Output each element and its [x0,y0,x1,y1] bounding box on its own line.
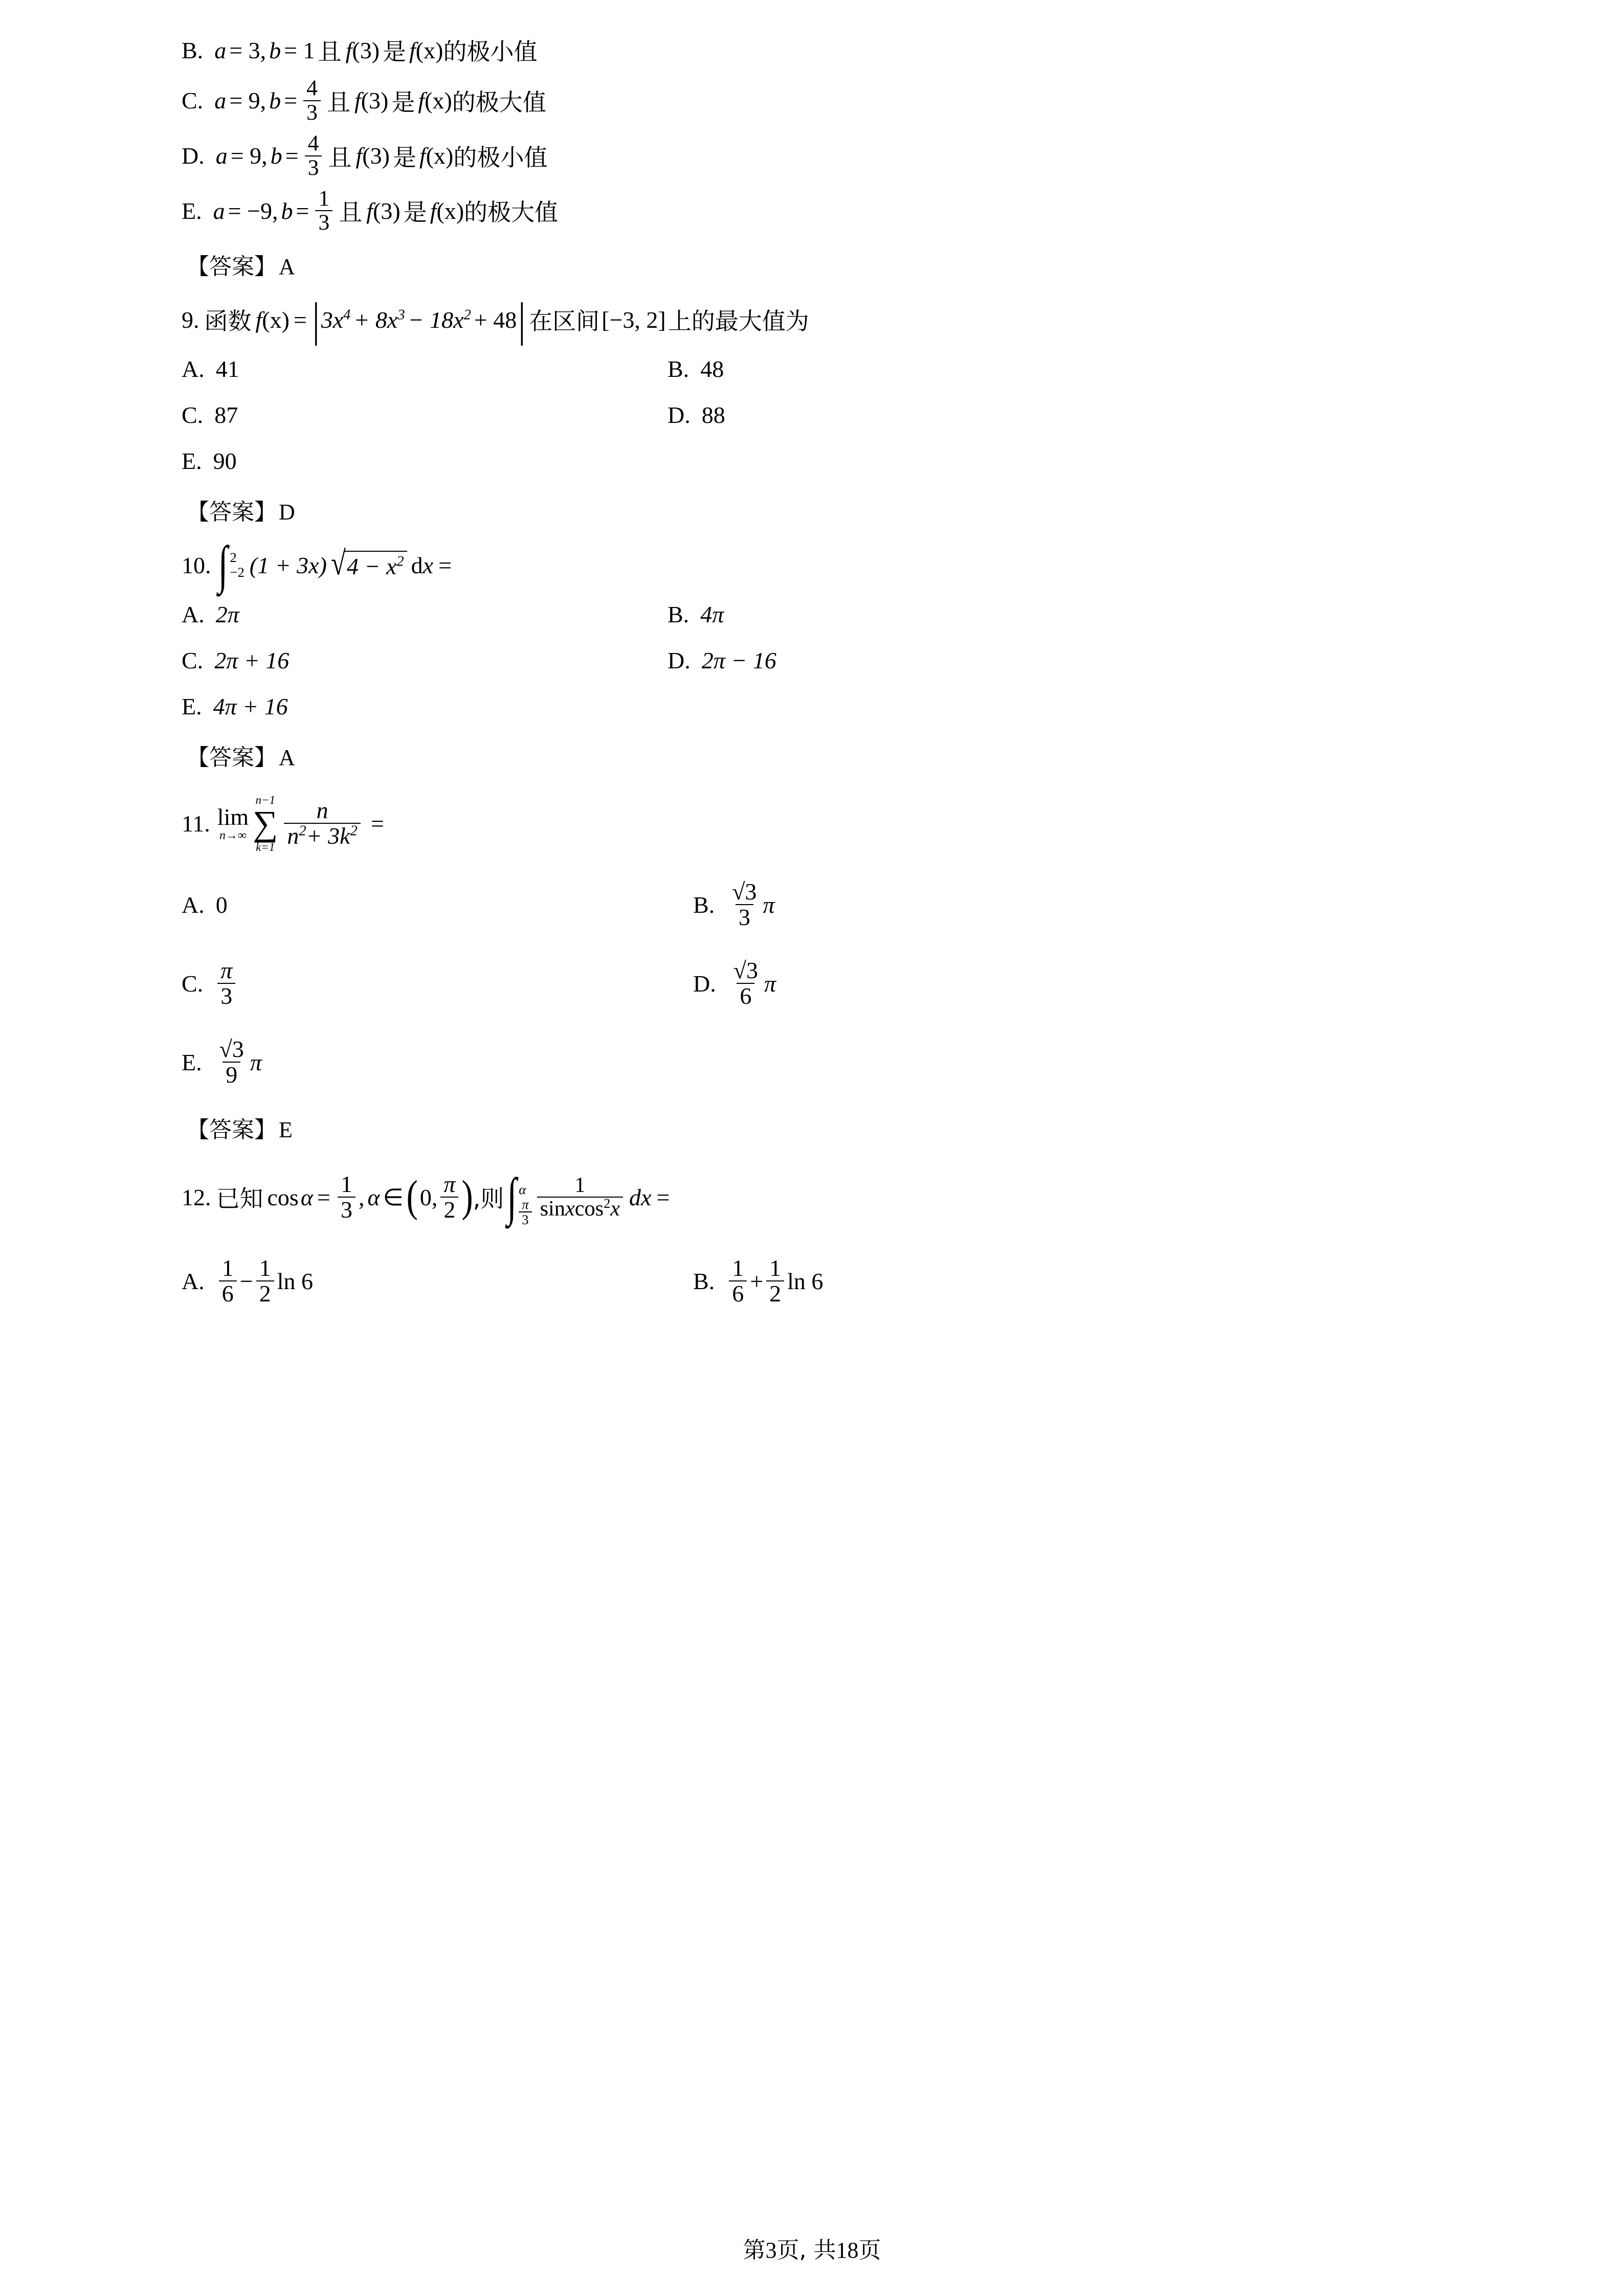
integral-lower: −2 [230,565,244,580]
option-operator: + [750,1268,764,1294]
sqrt-sign: √ [330,545,346,582]
q9-term-1: $3x^4$ [321,306,351,333]
fraction [338,1172,355,1223]
option-is: 是 [383,38,407,65]
q9-tail: 上的最大值为 [668,307,809,335]
fraction [217,958,235,1009]
q9-term-4: + 48 [474,306,517,333]
fraction-denominator: 2 [256,1280,274,1306]
integral-symbol: ∫ [507,1167,517,1226]
option-q11-c [182,958,668,1009]
option-fx: f [430,197,437,224]
answer-row-q9 [182,493,1419,526]
fraction-denominator: 9 [223,1062,240,1087]
q11-eq: = [370,810,384,837]
fraction-numerator: π [220,957,233,983]
option-eq-2: = [296,197,309,224]
fraction-denominator: 3 [519,1211,531,1227]
option-value: 41 [215,355,239,382]
footer-total-pages: 18 [836,2238,859,2263]
q12-dx: dx [629,1184,652,1210]
option-fx-arg: (x) [436,197,464,224]
question-number: 10. [182,552,211,578]
q12-range-zero: 0, [419,1184,438,1210]
option-label: C. [182,970,204,997]
fraction-numerator: 1 [769,1254,782,1281]
fraction-denominator: sinxcos$^2$x [537,1197,623,1220]
fraction-denominator: 6 [737,983,754,1008]
option-row-q9-ab [182,349,1419,388]
option-label: C. [182,87,204,114]
option-q11-d [693,958,776,1009]
option-tail: 的极大值 [464,198,559,227]
q12-cos: cos [267,1184,299,1210]
option-ln: ln 6 [787,1268,824,1294]
fraction-numerator: √3 [732,878,757,905]
option-value: 4π [700,601,724,627]
q9-mid: 在区间 [529,307,600,335]
option-f: f [345,37,352,63]
q9-f: f [255,306,262,333]
option-tail: 的极大值 [452,88,546,116]
fraction-numerator: 1 [732,1254,744,1281]
option-q10-a [182,601,668,628]
paren-left: ( [406,1172,418,1221]
option-eq-1: = −9, [228,197,278,224]
option-eq-2: = [284,87,298,114]
fraction-numerator: n [316,797,328,823]
option-eq-1: = 3, [229,37,266,63]
fraction-denominator: $n^2+ 3k^2$ [284,823,361,848]
fraction [519,1197,531,1227]
q12-eq-2: = [656,1184,670,1210]
option-row-q9-e [182,441,1419,480]
integral [507,1167,531,1228]
fraction-numerator: √3 [733,957,758,983]
option-ln: ln 6 [277,1268,313,1294]
summation [253,794,278,853]
option-row-q9-cd [182,395,1419,434]
q9-eq: = [293,306,307,333]
option-conj: 且 [318,38,342,65]
option-q10-e [182,693,668,720]
option-row-q10-e [182,687,1419,726]
answer-row-q11 [182,1111,1419,1144]
fraction-denominator: 3 [736,904,753,930]
option-q10-b [668,601,724,628]
footer-suffix: 页 [858,2237,881,2263]
fraction [766,1256,784,1307]
option-value: 2π − 16 [701,647,776,673]
option-label: B. [668,601,689,627]
fraction [216,1037,247,1088]
fraction-numerator: 1 [259,1254,271,1281]
option-q11-b [693,880,774,930]
option-q8-e [182,187,558,235]
fraction-denominator: 3 [217,983,235,1008]
option-label: C. [182,647,204,673]
integral-symbol: ∫ [218,535,228,594]
question-11 [182,790,1419,857]
question-lead: 函数 [204,307,252,335]
option-row-q10-cd [182,641,1419,680]
option-var-a: a [214,87,227,114]
option-q9-e [182,447,668,475]
square-root [330,545,407,582]
option-fx-arg: (x) [426,143,454,169]
option-conj: 且 [328,143,352,171]
q12-lead: 已知 [216,1185,263,1213]
answer-value: A [279,254,295,280]
answer-value: A [279,745,295,771]
option-row-q8-c [182,77,1419,125]
option-var-a: a [213,197,225,224]
option-label: D. [693,970,716,997]
fraction-numerator: π [443,1170,456,1197]
option-is: 是 [403,198,427,227]
limit-under: n→∞ [219,828,247,842]
integral-limits [519,1181,531,1228]
question-number: 9. [182,306,199,333]
fraction [315,187,332,235]
option-q10-d [668,647,776,674]
sum-symbol: ∑ [253,803,278,843]
fraction-denominator: 6 [729,1280,747,1306]
option-var-a: a [214,37,227,63]
option-value: 48 [700,355,724,382]
option-row-q12-ab [182,1245,1419,1317]
option-fx-arg: (x) [415,37,443,63]
option-value: 2π + 16 [214,647,290,673]
option-label: D. [182,143,205,169]
option-q12-a [182,1256,668,1307]
question-12 [182,1161,1419,1233]
option-label: A. [182,355,205,382]
fraction [537,1174,623,1221]
option-q9-b [668,355,724,382]
option-pi: π [250,1049,262,1075]
fraction-denominator: 3 [303,100,321,125]
option-label: B. [693,1268,715,1294]
option-q8-b [182,33,537,67]
q12-in: ∈ [383,1184,404,1211]
option-operator: − [239,1268,253,1294]
option-label: D. [668,401,691,428]
q9-term-3: − $18x^2$ [408,306,471,333]
option-q11-e [182,1037,668,1088]
paren-right: ) [461,1172,473,1221]
answer-value: E [279,1117,293,1143]
fraction-denominator: 3 [338,1197,355,1222]
option-label: B. [693,891,715,918]
integral-lower [519,1197,531,1227]
option-label: E. [182,197,202,224]
option-eq-1: = 9, [230,143,268,169]
option-value: 90 [213,447,237,474]
q10-factor: (1 + 3x) [249,552,327,578]
fraction-numerator: 1 [340,1170,352,1197]
fraction-numerator: 4 [307,130,319,155]
option-var-b: b [269,37,281,63]
option-q11-a [182,891,668,918]
fraction [303,77,321,125]
option-f: f [366,197,373,224]
fraction [284,798,361,849]
option-tail: 的极小值 [443,38,538,65]
q9-interval: [−3, 2] [602,306,666,333]
q12-eq-1: = [317,1184,330,1210]
fraction [256,1256,274,1307]
q12-alpha-2: α [367,1184,380,1210]
answer-row-q8 [182,248,1419,281]
option-label: B. [668,355,689,382]
question-number: 11. [182,810,210,837]
option-f: f [355,143,363,169]
option-q12-b [693,1256,823,1307]
option-f-arg: (3) [362,143,390,169]
option-row-q10-ab [182,595,1419,634]
q9-f-arg: (x) [262,306,290,333]
page-footer [0,2232,1624,2264]
option-value: 4π + 16 [213,693,288,719]
option-f-arg: (3) [373,197,401,224]
footer-prefix: 第 [743,2237,766,2263]
option-label: A. [182,891,205,918]
option-fx: f [419,143,426,169]
option-q9-c [182,401,668,429]
fraction-numerator: 1 [318,186,330,211]
option-var-b: b [270,143,282,169]
option-fx: f [418,87,425,114]
option-row-q8-b [182,31,1419,70]
option-conj: 且 [339,198,363,227]
fraction [729,1256,747,1307]
option-value: 2π [215,601,239,627]
option-label: D. [668,647,691,673]
fraction-numerator: 1 [221,1254,234,1281]
footer-page-number: 3 [765,2238,777,2263]
answer-label: 【答案】 [187,499,277,526]
option-label: C. [182,401,204,428]
option-eq-1: = 9, [229,87,266,114]
question-10 [182,535,1419,594]
option-label: E. [182,447,202,474]
limit-op-label: lim [217,803,249,830]
option-is: 是 [392,143,416,171]
option-label: E. [182,693,202,719]
option-label: A. [182,1268,205,1294]
option-row-q11-e [182,1026,1419,1098]
option-q9-a [182,355,668,382]
option-var-a: a [215,143,228,169]
fraction [729,880,760,930]
fraction-denominator: 2 [440,1197,458,1222]
sum-lower: k=1 [256,840,275,853]
option-f: f [354,87,361,114]
option-q8-d [182,132,547,180]
option-tail: 的极小值 [453,143,548,171]
abs-bar-right: | [518,293,526,346]
option-eq-2: = 1 [284,37,315,63]
option-row-q8-e [182,187,1419,235]
fraction-numerator: √3 [219,1036,244,1062]
fraction [305,132,322,180]
option-value: 0 [215,891,228,918]
fraction-numerator: π [522,1197,529,1212]
option-q9-d [668,401,725,429]
limit-operator [217,805,249,842]
option-var-b: b [281,197,293,224]
fraction-denominator: 2 [766,1280,784,1306]
question-9 [182,293,1419,346]
question-number: 12. [182,1184,211,1210]
answer-label: 【答案】 [187,745,277,771]
integral-upper: α [519,1181,526,1197]
option-q10-c [182,647,668,674]
footer-mid: 页, 共 [776,2237,836,2263]
q12-comma: , [358,1184,365,1210]
option-row-q11-ab [182,869,1419,940]
option-fx-arg: (x) [425,87,452,114]
fraction-numerator: 1 [574,1173,586,1197]
option-f-arg: (3) [352,37,380,63]
integral [218,535,244,594]
answer-label: 【答案】 [187,1117,277,1143]
answer-value: D [279,500,295,525]
option-label: E. [182,1049,202,1075]
fraction-denominator: 6 [219,1280,237,1306]
option-fx: f [409,37,416,63]
fraction-denominator: 3 [315,210,332,235]
q10-eq: = [438,552,452,578]
option-value: 87 [214,401,238,428]
fraction-denominator: 3 [305,155,322,180]
page-content [182,31,1419,1324]
option-conj: 且 [326,88,350,116]
q12-then: ,则 [473,1185,504,1213]
option-f-arg: (3) [361,87,389,114]
q9-term-2: + $8x^3$ [353,306,405,333]
option-pi: π [763,891,775,918]
q10-dx: dx [411,552,434,578]
fraction-numerator: 4 [306,76,318,100]
q12-alpha: α [300,1184,313,1210]
integral-limits [230,550,244,580]
integral-upper: 2 [230,549,237,565]
option-var-b: b [269,87,281,114]
option-row-q11-cd [182,948,1419,1019]
sqrt-radicand: $4 - x^2$ [345,551,407,580]
answer-row-q10 [182,739,1419,772]
option-label: A. [182,601,205,627]
option-label: B. [182,37,204,63]
option-pi: π [764,970,776,997]
fraction [440,1172,458,1223]
sum-upper: n−1 [255,793,275,806]
option-q8-c [182,77,546,125]
fraction [219,1256,237,1307]
answer-label: 【答案】 [187,254,277,280]
option-is: 是 [391,88,415,116]
abs-bar-left: | [312,293,320,346]
option-value: 88 [701,401,725,428]
option-row-q8-d [182,132,1419,180]
option-eq-2: = [285,143,299,169]
fraction [730,958,761,1009]
